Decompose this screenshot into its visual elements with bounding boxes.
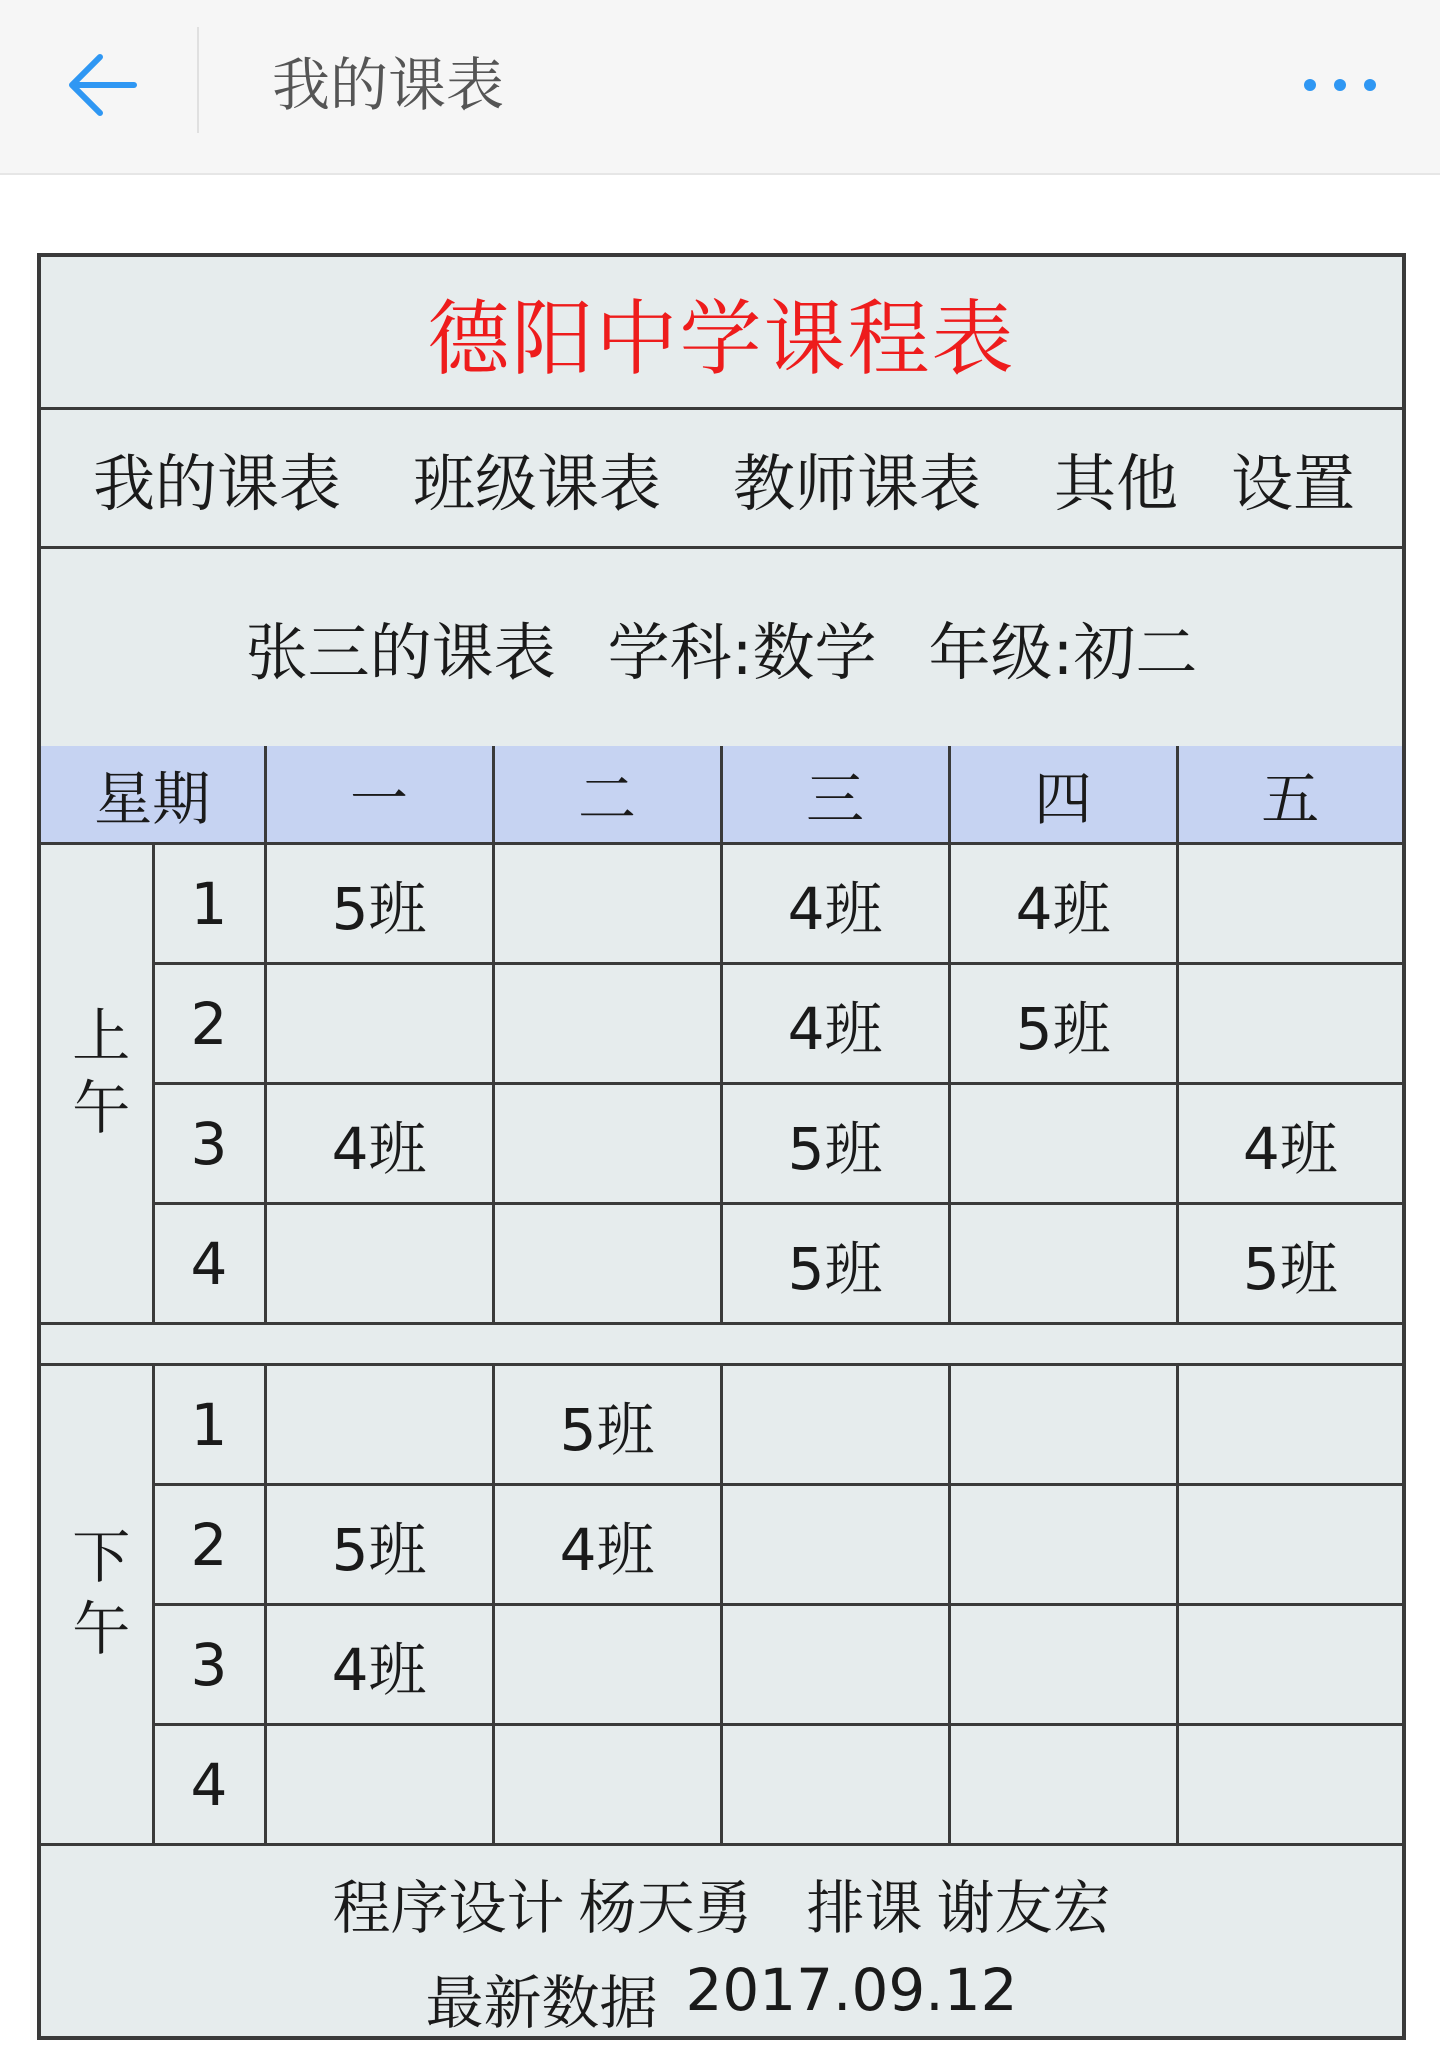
schedule-cell[interactable] [265,1725,493,1845]
grade-label: 年级:初二 [928,616,1198,689]
schedule-cell[interactable]: 5班 [265,844,493,964]
table-row [41,1725,1402,1845]
schedule-cell[interactable] [949,1084,1177,1204]
nav-teacher-schedule[interactable]: 教师课表 [733,446,982,520]
header-fri: 五 [1177,746,1402,844]
header-thu: 四 [949,746,1177,844]
update-line [41,1956,1402,2040]
schedule-cell[interactable] [493,1204,721,1324]
schedule-cell[interactable]: 4班 [265,1084,493,1204]
design-label: 程序设计 [332,1874,565,1942]
schedule-cell[interactable]: 4班 [721,844,949,964]
teacher-schedule-name: 张三的课表 [245,616,556,689]
designer-name: 杨天勇 [578,1874,753,1942]
schedule-cell[interactable] [265,1204,493,1324]
nav-other[interactable]: 其他 [1054,446,1179,520]
period-number: 2 [153,964,265,1084]
period-number: 1 [153,1365,265,1485]
more-options-button[interactable] [1290,40,1390,130]
header-divider [197,27,199,133]
schedule-cell[interactable] [1177,1485,1402,1605]
schedule-cell[interactable] [949,1725,1177,1845]
schedule-cell[interactable] [949,1485,1177,1605]
more-horizontal-icon [1300,75,1380,95]
schedule-cell[interactable] [721,1725,949,1845]
midday-break [41,1324,1402,1365]
schedule-cell[interactable]: 5班 [721,1084,949,1204]
subject-label: 学科:数学 [607,616,877,689]
schedule-cell[interactable] [721,1605,949,1725]
schedule-cell[interactable]: 4班 [721,964,949,1084]
table-row [41,1084,1402,1204]
schedule-nav [41,410,1402,546]
schedule-cell[interactable] [493,964,721,1084]
schedule-footer [41,1851,1402,2040]
app-header [0,0,1440,175]
schedule-cell[interactable] [1177,1605,1402,1725]
period-number: 3 [153,1084,265,1204]
arrow-left-icon [64,52,140,118]
schedule-cell[interactable] [1177,1365,1402,1485]
schedule-cell[interactable] [1177,1725,1402,1845]
schedule-cell[interactable] [1177,964,1402,1084]
school-title: 德阳中学课程表 [427,291,1016,387]
header-tue: 二 [493,746,721,844]
scheduler-name: 谢友宏 [936,1874,1111,1942]
schedule-cell[interactable] [721,1365,949,1485]
midday-break-row [41,1324,1402,1365]
back-button[interactable] [52,40,152,130]
schedule-cell[interactable] [493,1084,721,1204]
schedule-cell[interactable] [265,1365,493,1485]
schedule-cell[interactable]: 4班 [265,1605,493,1725]
morning-label-cell [41,844,153,1324]
schedule-cell[interactable]: 5班 [265,1485,493,1605]
timetable [41,746,1402,1846]
nav-class-schedule[interactable]: 班级课表 [413,446,662,520]
table-row [41,1204,1402,1324]
schedule-cell[interactable]: 5班 [493,1365,721,1485]
timetable-header-row [41,746,1402,844]
table-row [41,1485,1402,1605]
schedule-cell[interactable] [721,1485,949,1605]
period-number: 2 [153,1485,265,1605]
schedule-cell[interactable] [949,1365,1177,1485]
table-row [41,844,1402,964]
schedule-cell[interactable] [493,1605,721,1725]
schedule-info [41,549,1402,746]
schedule-label: 排课 [806,1874,923,1942]
schedule-cell[interactable]: 4班 [1177,1084,1402,1204]
schedule-cell[interactable] [493,1725,721,1845]
morning-label: 上午 [62,1004,131,1149]
header-weekday: 星期 [41,746,265,844]
schedule-cell[interactable]: 4班 [493,1485,721,1605]
schedule-cell[interactable]: 4班 [949,844,1177,964]
schedule-cell[interactable]: 5班 [1177,1204,1402,1324]
afternoon-label-cell [41,1365,153,1845]
credits-line [41,1861,1402,1945]
schedule-cell[interactable] [949,1605,1177,1725]
schedule-cell[interactable] [949,1204,1177,1324]
schedule-cell[interactable] [493,844,721,964]
table-row [41,1365,1402,1485]
period-number: 3 [153,1605,265,1725]
period-number: 1 [153,844,265,964]
period-number: 4 [153,1725,265,1845]
updated-label: 最新数据 [425,1969,658,2037]
header-mon: 一 [265,746,493,844]
page-title: 我的课表 [272,51,505,119]
schedule-cell[interactable]: 5班 [949,964,1177,1084]
table-row [41,1605,1402,1725]
nav-settings[interactable]: 设置 [1231,446,1356,520]
header-wed: 三 [721,746,949,844]
period-number: 4 [153,1204,265,1324]
schedule-cell[interactable] [265,964,493,1084]
schedule-cell[interactable]: 5班 [721,1204,949,1324]
table-row [41,964,1402,1084]
schedule-panel [37,253,1406,2040]
nav-my-schedule[interactable]: 我的课表 [93,446,342,520]
afternoon-label: 下午 [62,1525,131,1670]
updated-date: 2017.09.12 [685,1956,1018,2024]
schedule-cell[interactable] [1177,844,1402,964]
